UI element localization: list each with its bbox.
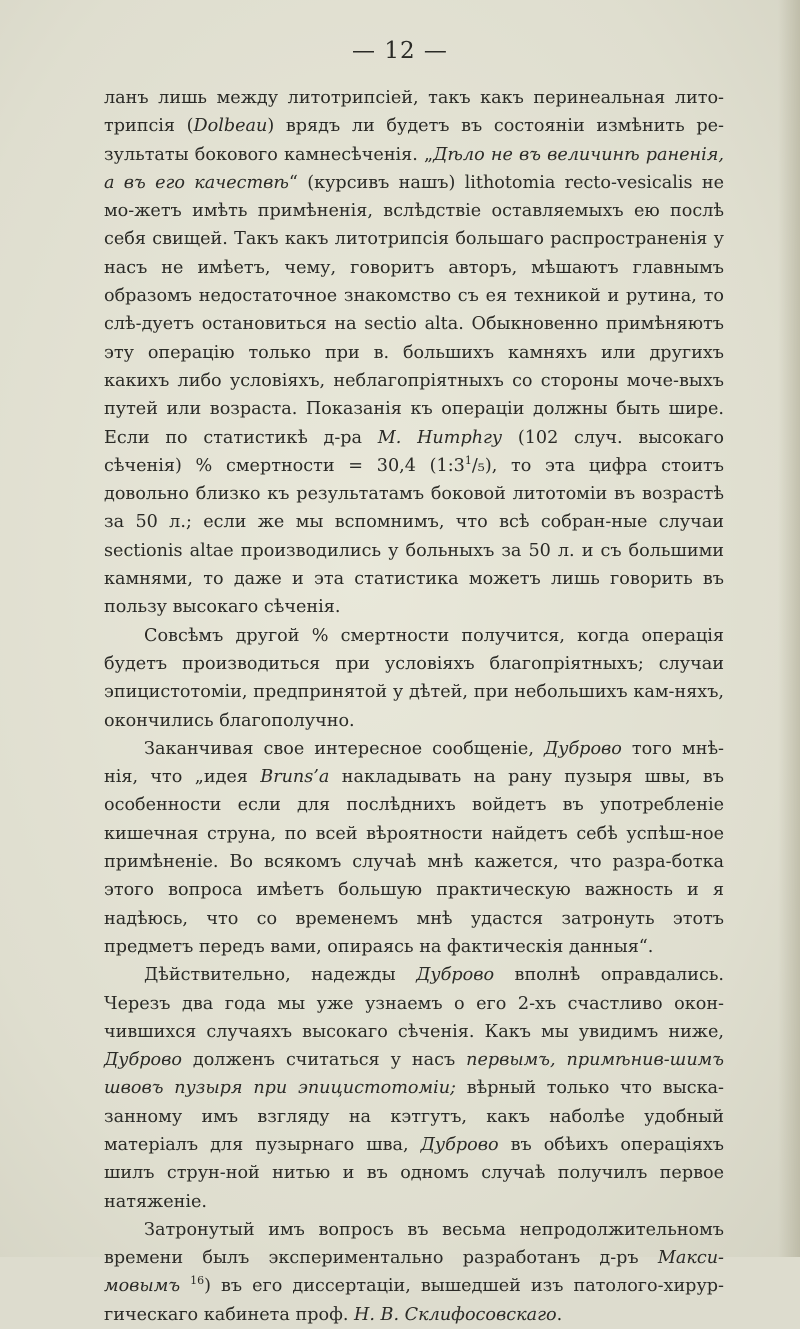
- p1-text-1: ланъ лишь между литотрипсіей, такъ какъ перинеальная лито-трипсія (: [104, 88, 724, 137]
- p5-text-1: Затронутый имъ вопросъ въ весьма непродолжительномъ времени былъ экспериментально разработанъ д-ръ: [104, 1219, 724, 1269]
- p1-superscript: 1: [464, 454, 472, 467]
- p4-italic-3: первымъ, примѣнив-шимъ швовъ пузыря при эпицистотоміи;: [104, 1050, 724, 1099]
- p5-text-3: ) въ его диссертаціи, вышедшей изъ патолого-хирур-гическаго кабинета проф.: [104, 1276, 725, 1325]
- p1-italic-1: Dolbeau: [193, 116, 268, 137]
- paragraph-5: [104, 1216, 724, 1329]
- p4-text-2: вполнѣ оправдались. Черезъ два года мы уже узнаемъ о его 2-хъ счастливо окон-чившихся случаяхъ высокаго сѣченія. Какъ мы увидимъ ниже,: [104, 965, 724, 1042]
- p5-text-2: [180, 1276, 190, 1296]
- p4-text-3: долженъ считаться у насъ: [181, 1050, 467, 1071]
- page-number: — 12 —: [352, 38, 448, 64]
- p4-italic-2: Дуброво: [104, 1050, 182, 1071]
- p5-italic-1: Макси-мовымъ: [104, 1248, 724, 1297]
- p3-text-2: того мнѣ-нія, что „идея: [104, 738, 724, 788]
- p4-text-5: въ обѣихъ операціяхъ шилъ струн-ной нитью и въ одномъ случаѣ получилъ первое натяженіе.: [104, 1134, 725, 1212]
- p4-italic-4: Дуброво: [420, 1134, 499, 1155]
- paragraph-4: [104, 961, 724, 1216]
- p1-italic-2: Дѣло не въ величинѣ раненія, а въ его качествѣ: [104, 144, 724, 193]
- paragraph-3: [104, 735, 724, 961]
- p3-text-3: накладывать на рану пузыря швы, въ особенности если для послѣднихъ войдетъ въ употребленіе кишечная струна, по всей вѣроятности найдетъ себѣ успѣш-ное примѣненіе. Во всякомъ случаѣ мнѣ кажется, что разра-ботка этого вопроса имѣетъ большую практическую важность и я надѣюсь, что со временемъ мнѣ удастся затронуть этотъ предметъ передъ вами, опираясь на фактическія данныя“.: [104, 767, 724, 957]
- p4-text-4: вѣрный только что выска-занному имъ взгляду на кэтгутъ, какъ наболѣе удобный матеріалъ для пузырнаго шва,: [104, 1078, 724, 1155]
- p1-text-2: ) врядъ ли будетъ въ состояніи измѣнить ре-зультаты бокового камнесѣченія. „: [104, 116, 724, 165]
- paragraph-2: Совсѣмъ другой % смертности получится, когда операція будетъ производиться при условіяхъ благопріятныхъ; случаи эпицистотоміи, предпринятой у дѣтей, при небольшихъ кам-няхъ, окончились благополучно.: [104, 625, 724, 731]
- p4-text-1: Дѣйствительно, надежды: [144, 965, 417, 986]
- p5-italic-2: Н. В. Склифосовскаго: [354, 1304, 557, 1325]
- p1-text-5: /₅), то эта цифра стоитъ довольно близко къ результатамъ боковой литотоміи въ возрастѣ за 50 л.; если же мы вспомнимъ, что всѣ собран-ные случаи sectionis altae производились у больныхъ за 50 л. и съ большими камнями, то даже и эта статистика можетъ лишь говорить въ пользу высокаго сѣченія.: [104, 455, 724, 618]
- p3-italic-1: Дуброво: [543, 738, 622, 759]
- page-edge-shadow: [778, 0, 800, 1257]
- p1-text-3: “ (курсивъ нашъ) lithotomia recto-vesicalis не мо-жетъ имѣть примѣненія, вслѣдствіе оставляемыхъ ею послѣ себя свищей. Такъ какъ литотрипсія большаго распространенія у насъ не имѣетъ, чему, говоритъ авторъ, мѣшаютъ главнымъ образомъ недостаточное знакомство съ ея техникой и рутина, то слѣ-дуетъ остановиться на sectio alta. Обыкновенно примѣняютъ эту операцію только при в. большихъ камняхъ или другихъ какихъ либо условіяхъ, неблагопріятныхъ со стороны моче-выхъ путей или возраста. Показанія къ операціи должны быть шире. Если по статистикѣ д-ра: [104, 172, 724, 448]
- p4-italic-1: Дуброво: [416, 965, 495, 986]
- p1-text-4: (102 случ. высокаго сѣченія) % смертности = 30,4 (1:3: [104, 427, 724, 476]
- p3-text-1: Заканчивая свое интересное сообщеніе,: [144, 738, 544, 759]
- p5-text-4: .: [556, 1304, 563, 1325]
- p3-italic-2: Вrunѕ’а: [260, 767, 330, 788]
- paragraph-1: [104, 84, 724, 622]
- p1-italic-3: М. Нитрhгу: [377, 427, 503, 448]
- body-text: [104, 84, 724, 1329]
- p5-footnote-ref: 16: [190, 1274, 205, 1288]
